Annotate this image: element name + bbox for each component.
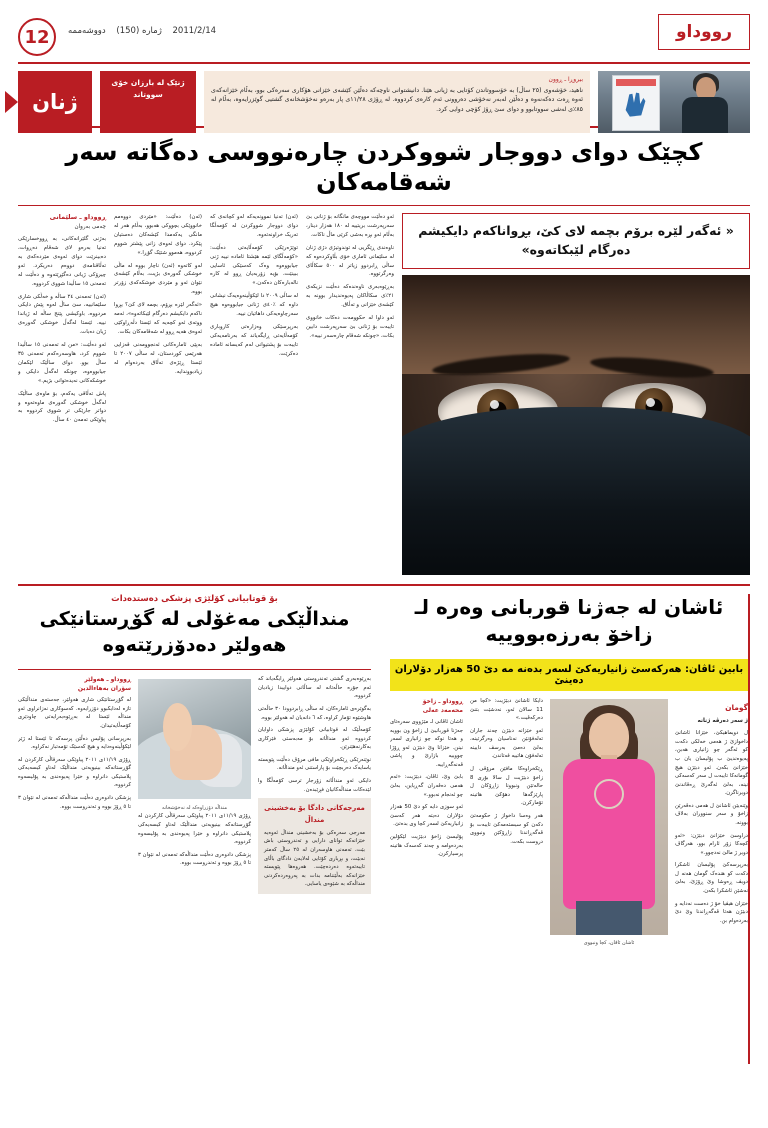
story-column-2 [114, 213, 202, 575]
banner-headline: ژنێک لە بارزان خۆی سووتاند [100, 71, 196, 133]
paragraph: بەگوێرەی ئامارەکان، لە ساڵی ڕابردوودا ٣٠ حاڵەتی هاوشێوە تۆمار کراوە، کە ٦ دانەیان لە هەولێر بووە. [258, 706, 371, 721]
paragraph: هەر وەسا داخواز ژ حکومەتێ دکەن كو سیستەمەکێ تایبەت بۆ ڤەگەڕاندنا زاڕۆکێن ونبووی دروست بکەت. [470, 812, 543, 845]
hawler-byline [18, 675, 131, 693]
paragraph: (ئەن) دەڵێت: «مێردی دووەمم خانووێکی بچووکی هەبوو، بەڵام هەر لە مانگی یەکەمدا کێشەکان دەستیان پێکرد. دوای ئەوەی زانی پێشتر شووم کردووە، هەموو شتێک گۆڕا.» [114, 214, 202, 256]
paragraph: لە گۆڕستانێکی شاری هەولێر، جەستەی منداڵێکی تازە لەدایکبوو دۆزرایەوە. کەسوکاری نەزانراوی ئەو منداڵە ئێستا لە بەڕێوەبەرایەتی چاودێری کۆمەڵایەتیدان. [18, 697, 131, 730]
paragraph: وێنەیێن ئاشانێ ل هەمی دەڤەرێن زاخۆ و سەر سنووران بەلاڤ بوونە. [675, 802, 748, 826]
paragraph: بەڕێوەبەری ناوەندەکە دەڵێت نزیکەی ٢١٪ی سکاڵاکان پەیوەندیدار بوونە بە کێشەی خێزانی و تەڵاق. [306, 284, 394, 309]
paragraph: (ئەن) تەنیا نموونەیەکە لەو کچانەی کە دوای دووجار شووکردن لە کۆمەڵگا تەریک خراونەتەوە. [210, 214, 298, 238]
paragraph: بەرپرسێکی وەزارەتی کاروباری کۆمەڵایەتی ڕایگەیاند کە بەرنامەیەکی تایبەت بۆ پشتیوانی لەم کەیسانە ئامادە دەکرێت. [210, 323, 298, 357]
story-zakho [381, 594, 750, 1064]
hawler-headline: منداڵێکی مەغۆلی لە گۆڕستانێکی هەولێر دەدۆزرێتەوە [39, 608, 350, 656]
zakho-photo-caption: ئاشان ئاڤان، کچا ونبووی [583, 940, 635, 946]
byline-author: سۆران بەهاءالدین [77, 685, 131, 693]
zakho-photo-column [550, 697, 668, 1064]
paragraph: ئەو خێزانە دبێژن چەند جاران تەلەفۆنێن نەناسیان وەرگرتینە، بەلێ دەمێ بەرسڤ دایینە تەلەفۆن هاتییە قەتاندن. [470, 727, 543, 760]
paragraph: دایکا ئاشانێ دبێژیت: «کچا من 11 سالان ئەو، نەدشێت بتنێ دەرکەڤیت.» [470, 698, 543, 722]
byline-outlet: ڕووداو ـ سلێمانی [49, 213, 106, 221]
zakho-sidebar [675, 697, 748, 1064]
byline-author: چەمی بەروان [74, 223, 106, 230]
section-tag: ژنان [18, 71, 92, 133]
paragraph: دایکی ئەو منداڵانە زۆرجار ترسی کۆمەڵگا وا لێدەکات منداڵەکانیان فڕێبدەن. [258, 778, 371, 793]
zakho-body [390, 697, 748, 1064]
paragraph: بەژنی گلێرانەکانی، بە ڕووخسارێکی تەنیا بەرەو لای شەقام دەڕوات، دەبینرێت دوای ئەوەی مێردەکەی بە تەڵاقنامەی دووەم دەریکرد. ئەو چیرۆکی ژیانی دەگێڕێتەوە و دەڵێت لە تەمەنی ١٥ ساڵیدا شووی کردووە. [18, 236, 106, 287]
paragraph: کۆمەڵێک لە قوتابیانی کۆلێژی پزشکی داوایان کردووە ئەو منداڵانە بۆ مەبەستی فێرکاری بەکارنەهێنرێن. [258, 727, 371, 751]
banner-text [204, 71, 590, 133]
logo-text: رووداو [675, 22, 733, 42]
story-column-4 [306, 213, 394, 575]
forehead-area [402, 275, 750, 374]
banner-photo [598, 71, 750, 133]
hawler-photo-caption: منداڵە دۆزراوەکە لە نەخۆشخانە [161, 805, 228, 812]
paragraph: لەو کاتەوە (ئەن) ناچار بووە لە ماڵی خوشکی گەورەی بژیت، بەڵام کێشەی نێوان ئەو و مێردی خوشکەکەی زۆرتر بووە. [114, 262, 202, 296]
hawler-kicker: بۆ قوتابیانی کۆلێژی پزشکی دەستدەدات [111, 594, 278, 604]
hawler-footer-box [258, 798, 371, 894]
issue-line [64, 14, 220, 36]
paragraph: ئەو دەڵێت مووچەی مانگانە بۆ ژنانی بێ سەرپەرشت بریتییە لە ١٨٠ هەزار دینار، بەڵام ئەو بڕە بەشی کرێی ماڵ ناکات. [306, 214, 394, 238]
byline-outlet: ڕووداو ـ هەولێر [84, 676, 131, 684]
hawler-photo [138, 679, 251, 799]
paragraph: نوێنەرێکی ڕێکخراوێکی مافی مرۆڤ دەڵێت پێویستە یاسایەک دەربچێت بۆ پاراستنی ئەو منداڵانە. [258, 756, 371, 772]
zakho-column-1 [390, 697, 463, 1064]
zakho-headline: ئاشان لە جەژنا قوربانی وەرە لـ زاخۆ بەرزەبووییە [414, 595, 724, 646]
paragraph: بەرپرسەکێ پۆلیسان ئاشکرا دکەت كو هندەک گومان هەنە ل دویڤ ڕەوشا وێ ڕۆژێ، بەلێ نەشێن ئاشکرا بکەن. [675, 862, 748, 895]
hawler-rule [18, 669, 371, 670]
zakho-photo [550, 699, 668, 935]
hawler-column-2 [138, 675, 251, 1064]
banner-body: ناهید، خۆشەوی (٢٥ ساڵ) بە خۆسووتاندن کۆتایی بە ژیانی هێنا. دانیشتوانی ناوچەکە دەڵێن کێشەی خێزانی هۆکاری سەرەکی بوو، بەڵام خێزانەکەی ئەوە ڕەت دەکەنەوە و دەڵێن لەبەر نەخۆشی دەروونی ئەم کارەی کردووە. لە ڕۆژی ١١/٢٨ی پار بەرەو نەخۆشخانەی گشتیی گوێزرایەوە، بەڵام لە ٨٥٪ی لەشی سووتابوو و دوای سێ ڕۆژ کۆچی دوایی کرد. [211, 87, 583, 113]
zakho-column-2 [470, 697, 543, 1064]
paragraph: ناوەندی ڕێگریی لە توندوتیژی دژی ژنان لە سلێمانی ئاماری خۆی بڵاوکردەوە کە ساڵی ڕابردوو زیاتر لە ٥٠٠ سکاڵای وەرگرتووە. [306, 244, 394, 278]
masthead-row [18, 14, 750, 56]
lower-section [18, 594, 750, 1064]
issue-date: 2011/2/14 [172, 26, 217, 36]
section-divider [18, 584, 750, 586]
paragraph: توێژەرێکی کۆمەڵایەتی دەڵێت: «کۆمەڵگای ئێمە هێشتا ئامادە نییە ژنی جیابووەوە وەک کەسێکی ئاسایی ببینێت، بۆیە زۆربەیان ڕوو لە کارە نالەبارەکان دەکەن.» [210, 244, 298, 287]
hawler-column-1 [18, 675, 131, 1064]
paragraph: ڕۆژی ١١/١٩ی ٢٠١١ پیاوێکی سەرقاڵی کارکردن لە گۆڕستانەکە بینیویەتی منداڵێک لەناو کیسەیەکی پلاستیکی دانراوە و خێرا پەیوەندی بە پۆلیسەوە کردووە. [138, 813, 251, 846]
top-story-text [18, 213, 394, 575]
page-number-badge: 12 [18, 18, 56, 56]
girl-head [589, 713, 629, 759]
top-story-media [402, 213, 750, 575]
paragraph: بەپێی ئامارەکانی ئەنجوومەنی قەزایی هەرێمی کوردستان، لە ساڵی ٢٠٠٧ تا ئێستا ڕێژەی تەڵاق بەردەوام لە زیادبووندایە. [114, 341, 203, 375]
face-veil [402, 407, 750, 575]
hawler-footer-body: مەرجی سەرەکی بۆ بەخشینی منداڵ ئەوەیە خێزانەکە توانای دارایی و تەندروستی باش بێت، تەمەنی هاوسەران لە ٢٥ ساڵ کەمتر نەبێت، و بڕیاری کۆتایی لەلایەن دادگای باڵای تایبەتەوە دەردەچێت. هەروەها پێویستە خێزانەکە بەڵێننامە بدات بە پەروەردەکردنی منداڵەکە بە شێوەی یاسایی. [264, 829, 365, 888]
paragraph: ل دویماهیکێ، خێزانا ئاشانێ داخوازێ ژ هەمی خەلکی دکەت كو ئەگەر چو زانیاری هەبن، پەیوەندیێ ب پۆلیسان یان ب خێزانێ بکەن. ئەو دبێژن هیچ گومانەکا تایبەت ل سەر کەسەکی نینە، بەلێ ئەگەرێ ڕەڤاندنێ دویرناگرن. [675, 730, 748, 797]
paragraph: بابێ وێ، ئاڤان، دبێژیت: «ئەم هەمی دەڤەران گەڕیاین، بەلێ چو ئەنجام نەبوو.» [390, 774, 463, 798]
person-body [682, 97, 728, 133]
paragraph: ئەو دەڵێت: «من لە تەمەنی ١٥ ساڵیدا شووم کرد، هاوسەرەکەم تەمەنی ٣٥ ساڵ بوو. دوای ساڵێک لێکمان جیابووەوە، چونکە لەگەڵ دایکی و خوشکەکانی نەیدەتوانی بژیم.» [18, 342, 106, 384]
paragraph: ڕۆژی ١١/١٩ی ٢٠١١ پیاوێکی سەرقاڵی کارکردن لە گۆڕستانەکە بینیویەتی منداڵێک لەناو کیسەیەکی پلاستیکی دانراوە و خێرا پەیوەندی بە پۆلیسەوە کردووە. [18, 756, 131, 789]
paragraph: ئەو سوزی دایە کو دێ 50 هەزار دۆلاران دەیتە هەر کەسێ زانیاریەکێ لسەر کچا وی بدەتێ. [390, 804, 464, 828]
byline [18, 213, 106, 231]
hawler-footer-title: مەرجەکانی دادگا بۆ بەخشینی منداڵ [264, 804, 365, 824]
zakho-sidebar-subtitle: ژ سەر دەرڤە ژنانە [697, 718, 748, 725]
paragraph: ئاشان ئاڤانی لـ مێژووی سەرەتای جەژنا قوربانیێ ل زاخۆ ون بوویە و هەتا نوکە چو زانیاری لسەر نینن. خێزانا وێ دبێژن ئەو ڕۆژا چووییە بازارێ و پاشی ڤەنەگەڕاییە. [390, 719, 463, 768]
hawler-body [18, 675, 371, 1064]
paragraph: بەڕێوەبەری گشتی تەندروستی هەولێر ڕایگەیاند کە ئەم جۆرە حاڵەتانە لە ساڵانی دواییدا زیادیان کردووە. [258, 676, 371, 700]
zakho-sidebar-title: گومان [725, 703, 748, 712]
paragraph: پۆلیسێ زاخۆ دبێژیت لێکۆلین بەردەوامە و چەند کەسەک هاتینە پرسیارکرن. [390, 833, 463, 858]
paragraph: بەرپرسانی پۆلیس دەڵێن پرسەکە تا ئێستا لە ژێر لێکۆڵینەوەدایە و هیچ کەسێک تۆمەتبار نەکراوە. [18, 735, 131, 751]
byline-author: محەمەد عەلی [422, 707, 463, 714]
paragraph: (ئەن) تەمەنی ٢٤ ساڵە و خەڵکی شاری سلێمانییە، سێ ساڵ لەوە پێش دایکی مردووە، باوکیشی پێنج ساڵە لە ژیاندا نییە. ئێستا لەگەڵ خوشکی گەورەی ژیان دەبات. [18, 293, 106, 336]
girl-necklace [594, 779, 624, 809]
eye-glint-left [490, 400, 499, 409]
girl-trousers [576, 901, 642, 935]
masthead [0, 0, 768, 118]
person-figure [670, 75, 734, 133]
paragraph: «ئەگەر لێرە بڕۆم، بچمە لای کێ؟ بڕوا ناکەم دایکیشم دەرگام لێبکاتەوە»، ئەمە ووتەی ئەو کچەیە کە ئێستا دڵەڕاوکێی ئەوەی هەیە ڕوو لە شەقامەکان بکات. [114, 302, 202, 335]
issue-number: ژمارە (150) [116, 26, 162, 36]
newspaper-logo [658, 14, 750, 50]
paragraph: لە ساڵی ٢٠٠٩ دا لێکۆڵینەوەیەک نیشانی داوە کە ٪٤٠ی ژنانی جیابووەوە هیچ سەرچاوەیەکی داهاتیان نییە. [210, 293, 298, 318]
main-area [0, 128, 768, 1064]
top-story [18, 213, 750, 575]
paragraph: دراوسێ خێزانێ دبێژن: «ئەو کچەکا زۆر ئارام بوو، هەرگاڤ دویر ژ مالێ نەدچوو.» [675, 832, 748, 856]
story-hawler [18, 594, 371, 1064]
story-column-1 [18, 213, 106, 575]
poster-heading-bar [616, 79, 656, 86]
issue-weekday: دووشەممە [68, 26, 106, 36]
masthead-rule [18, 62, 750, 64]
byline-outlet: ڕووداو ـ زاخۆ [422, 698, 463, 705]
zakho-byline [390, 697, 463, 715]
banner-kicker: بیروڕا ـ ڕوون [548, 76, 583, 83]
top-banner [18, 71, 750, 133]
paragraph: ڕێکخراوەکا مافێن مرۆڤی ل زاخۆ دبێژیت ل سالا بۆری 8 حالەتێن ونبوونا زاڕۆکان ل پارێزگەها دهۆکێ هاتینە تۆماركرن. [470, 766, 543, 807]
handprint-icon [622, 92, 648, 122]
paragraph: پاش تەڵاقی یەکەم، بۆ ماوەی ساڵێک لەگەڵ خوشکی گەورەی ماوەتەوە و دواتر جارێکی تر شووی کردووە بە پیاوێکی تەمەن ٤٠ ساڵ. [18, 390, 106, 424]
paragraph: پزشکی دادوەری دەڵێت منداڵەکە تەمەنی لە نێوان ٣ تا ٥ ڕۆژ بووە و تەندروست بووە. [18, 795, 131, 810]
top-story-pullquote: « ئەگەر لێرە برۆم بچمە لای کێ، بڕواناکەم دایکیشم دەرگام لێبکاتەوە» [402, 213, 750, 269]
hawler-column-3 [258, 675, 371, 1064]
story-column-3 [210, 213, 298, 575]
headline-rule-bottom [18, 205, 750, 206]
paragraph: پزشکی دادوەری دەڵێت منداڵەکە تەمەنی لە نێوان ٣ تا ٥ ڕۆژ بووە و تەندروست بووە. [138, 851, 251, 867]
poster-graphic [612, 75, 660, 131]
paragraph: خێزان هیڤیا خۆ ژ دەست نەدایە و دبێژن هەتا ڤەگەڕاندنا وێ دێ بەردەوام بن. [675, 900, 748, 924]
top-story-photo [402, 275, 750, 576]
top-story-headline: کچێک دوای دووجار شووکردن چارەنووسی دەگاتە سەر شەقامەکان [65, 138, 703, 196]
paragraph: ئەو داوا لە حکوومەت دەکات خانووی تایبەت بۆ ژنانی بێ سەرپەرشت دابین بکات، «چونکە شەقام چارەسەر نییە». [306, 315, 394, 339]
zakho-yellow-bar: بابین ئاڤان: هەرکەسێ زانیاریەکێ لسەر بدەنە مە دێ 50 هەزار دۆلاران دەینێ [390, 659, 748, 691]
